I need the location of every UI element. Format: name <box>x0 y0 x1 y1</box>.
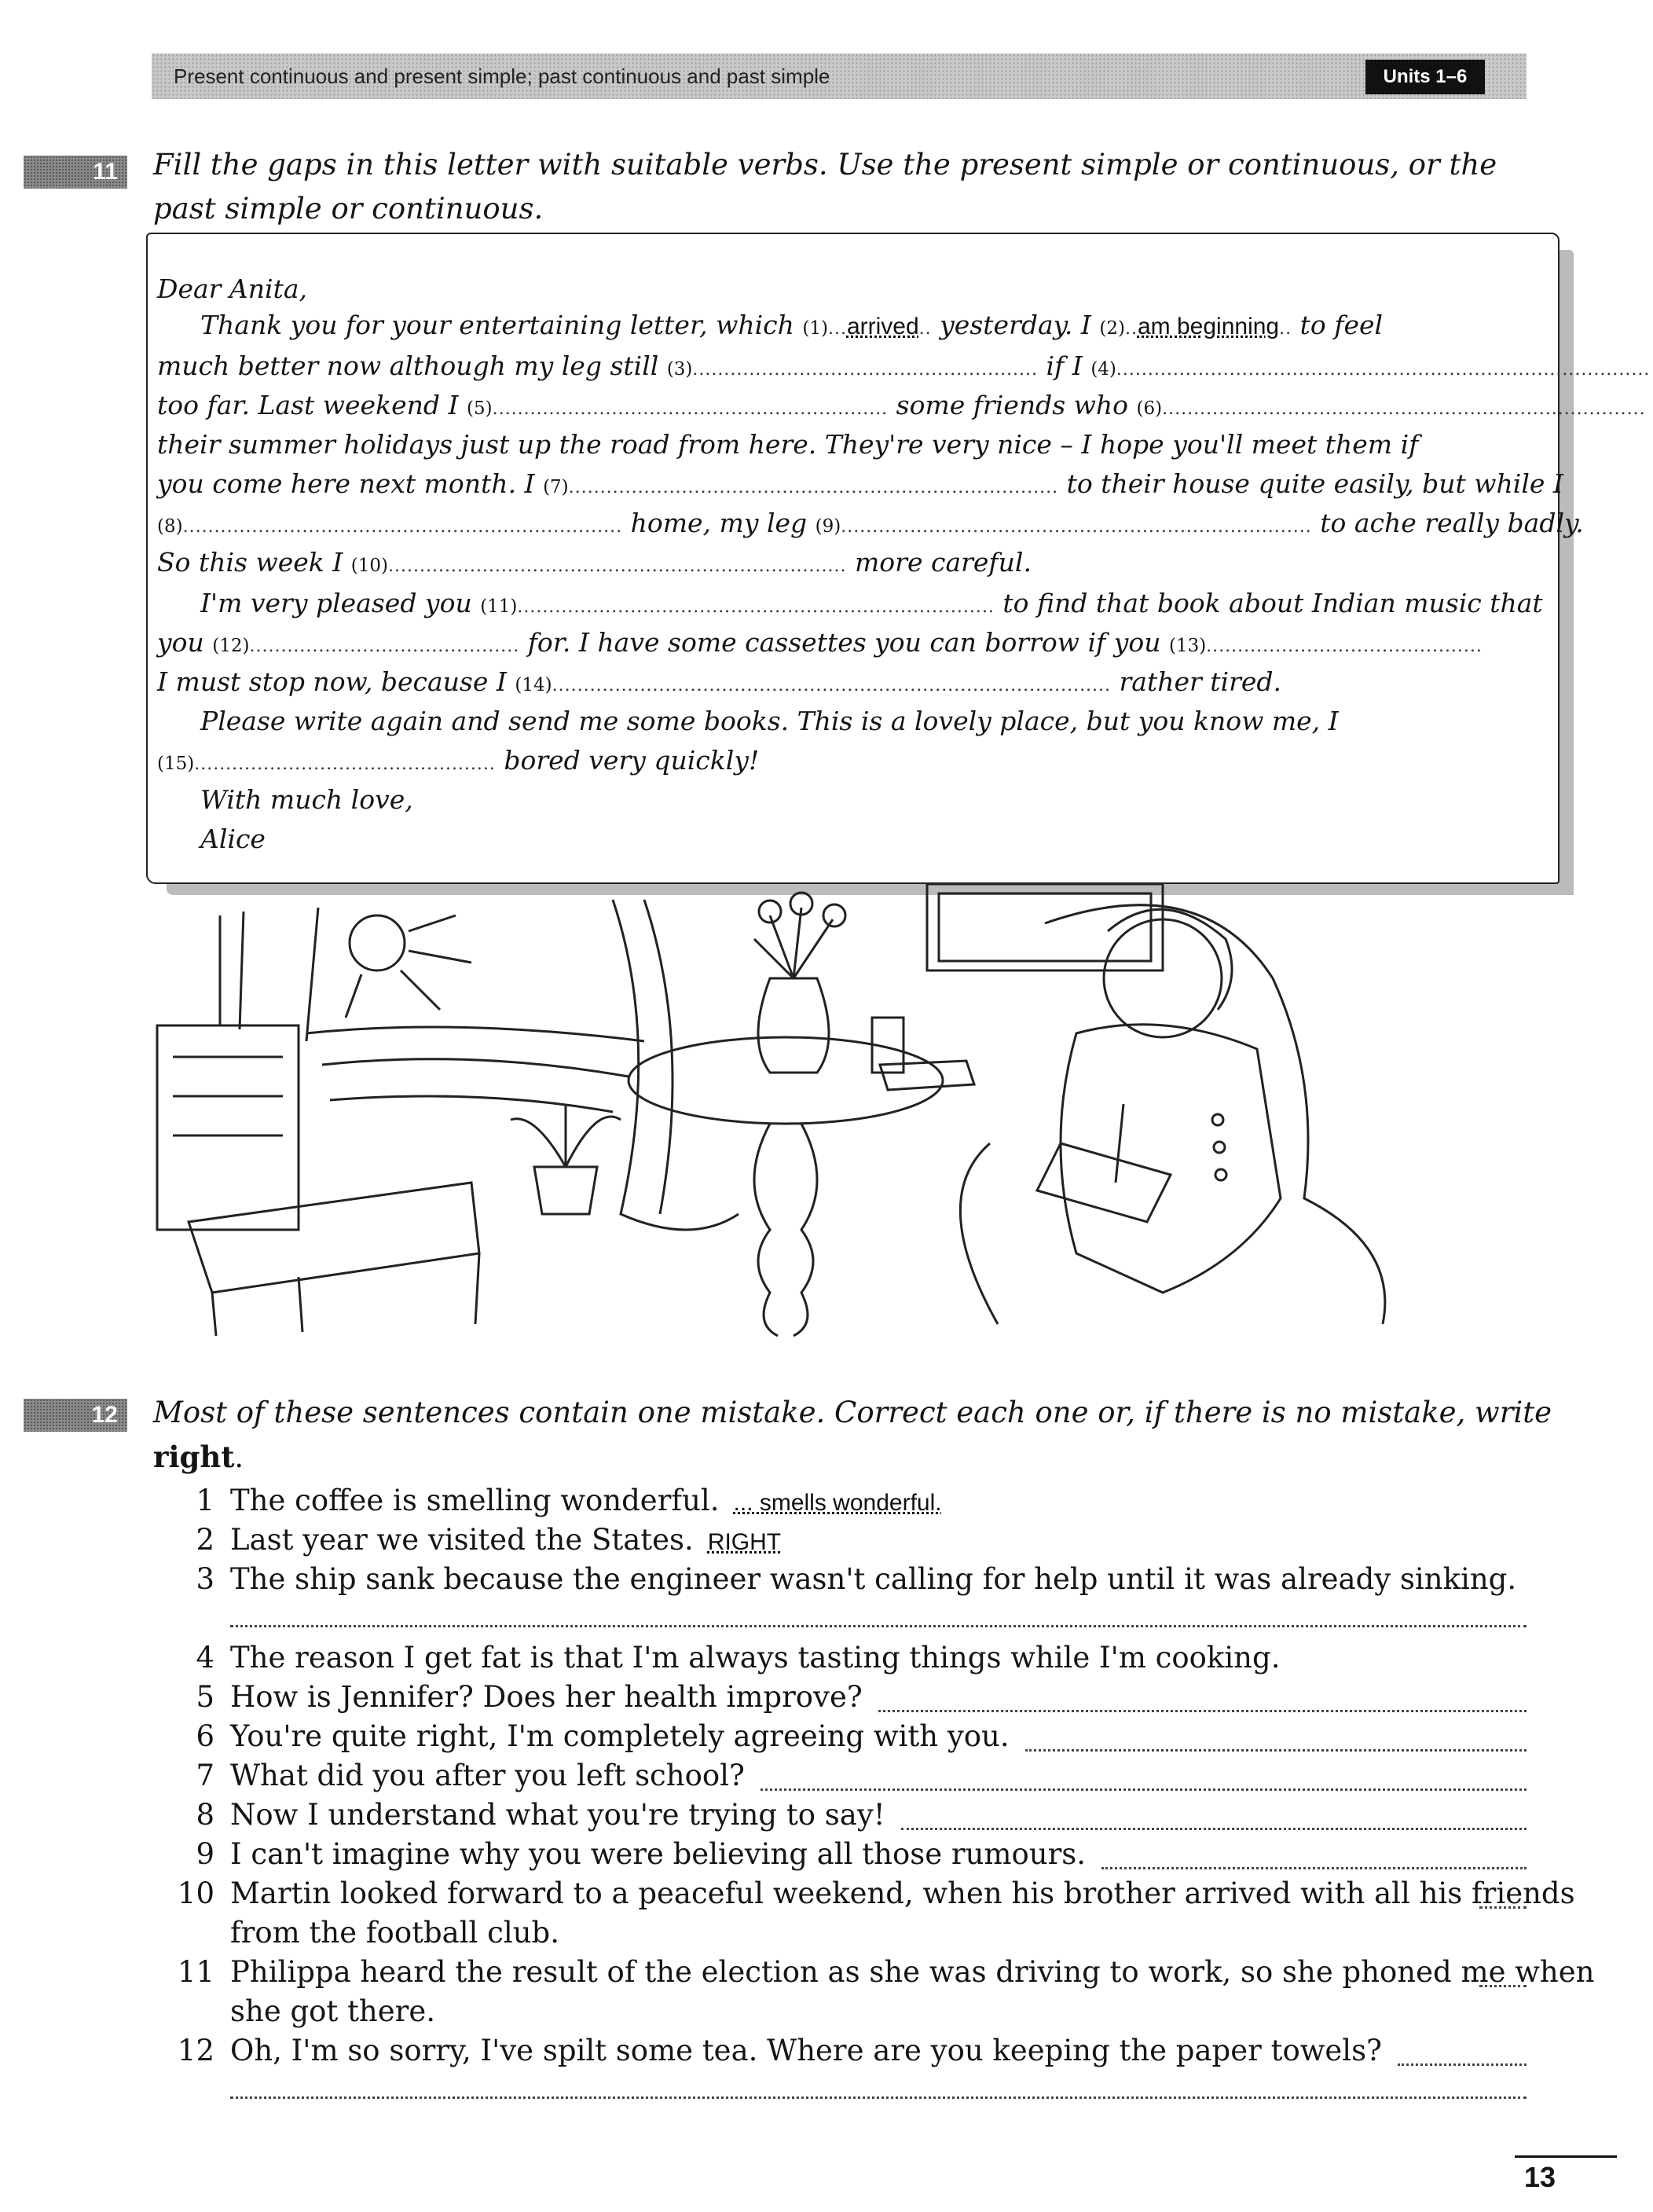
sentence-item <box>153 1641 1280 1675</box>
sentence-text: Last year we visited the States. <box>230 1523 694 1557</box>
section-header-bar <box>152 53 1527 99</box>
sun-ray <box>401 970 440 1010</box>
sentence-answer[interactable]: ... smells wonderful. <box>733 1490 942 1516</box>
tulips <box>754 908 833 978</box>
gap-7-blank[interactable]: .............................................................................. <box>568 478 1059 497</box>
gap-8-blank[interactable]: ...................................................................... <box>182 517 623 537</box>
picture-frame <box>927 884 1163 970</box>
tulip-flower <box>759 901 781 923</box>
sentence-text: Now I understand what you're trying to say! <box>230 1798 885 1832</box>
sentence-text: I can't imagine why you were believing all those rumours. <box>230 1837 1087 1871</box>
window-frame-line <box>240 912 244 1029</box>
letter-line-10: I must stop now, because I (14)......................................................................................... rather tired. <box>157 666 1282 697</box>
sentence-number: 6 <box>196 1719 214 1753</box>
letter-line-4: their summer holidays just up the road from here. They're very nice – I hope you'll meet them if <box>157 429 1419 460</box>
letter-line-9: you (12)........................................... for. I have some cassettes you can borrow if you (13)............................................ <box>157 627 1483 658</box>
sentence-item <box>153 1484 942 1517</box>
letter-line-7: So this week I (10)......................................................................... more careful. <box>157 547 1032 578</box>
exercise-12-instruction: Most of these sentences contain one mistake. Correct each one or, if there is no mistake, write right. <box>153 1396 1552 1474</box>
notepad <box>1037 1143 1171 1222</box>
gap-6-blank[interactable]: ............................................................................. <box>1162 399 1646 419</box>
footer-rule <box>1515 2155 1617 2158</box>
letter-line-11: Please write again and send me some books. This is a lovely place, but you know me, I <box>200 706 1339 736</box>
answer-line[interactable] <box>1101 1867 1527 1869</box>
table-pedestal <box>794 1124 817 1336</box>
potted-plant <box>511 1104 621 1167</box>
flower-pot <box>534 1167 597 1214</box>
sun-ray <box>346 974 361 1018</box>
answer-line[interactable] <box>901 1828 1527 1830</box>
sentence-number: 3 <box>196 1562 214 1596</box>
chair-seat <box>189 1183 479 1293</box>
chair-leg <box>299 1277 302 1332</box>
tulip-flower <box>823 904 845 926</box>
gap-13-blank[interactable]: ............................................ <box>1206 636 1483 656</box>
gap-14-blank[interactable]: ......................................................................................... <box>552 676 1112 695</box>
letter-line-5: you come here next month. I (7).............................................................................. to their house quite easily, but while I <box>157 468 1563 499</box>
dress-button <box>1212 1114 1223 1125</box>
sentence-number: 8 <box>196 1798 214 1832</box>
curtain-fold <box>644 900 673 1214</box>
sun-ray <box>409 915 456 931</box>
sentence-text: Philippa heard the result of the election as she was driving to work, so she phoned me when <box>230 1955 1595 1989</box>
chair-leg <box>212 1293 216 1336</box>
letter-line-2: much better now although my leg still (3)....................................................... if I (4)..................................................................................... <box>157 350 1651 381</box>
sentence-item <box>153 2034 1382 2067</box>
sentence-text: Martin looked forward to a peaceful weekend, when his brother arrived with all his friends <box>230 1876 1575 1910</box>
letter-line-3: too far. Last weekend I (5)............................................................... some friends who (6)............................................................................. <box>157 390 1646 420</box>
sentence-number: 5 <box>196 1680 214 1714</box>
gap-4-blank[interactable]: ..................................................................................... <box>1116 360 1651 380</box>
gap-1-answer[interactable]: arrived <box>846 314 919 339</box>
letter-box <box>146 233 1651 884</box>
answer-line[interactable] <box>1398 2063 1527 2066</box>
answer-line[interactable] <box>761 1788 1527 1791</box>
sea-wave <box>330 1096 613 1112</box>
units-badge: Units 1–6 <box>1365 60 1485 94</box>
answer-line[interactable] <box>878 1710 1527 1712</box>
sentence-text: The reason I get fat is that I'm always tasting things while I'm cooking. <box>230 1641 1281 1675</box>
sentence-text: Oh, I'm so sorry, I've spilt some tea. Where are you keeping the paper towels? <box>230 2034 1382 2067</box>
sun-icon <box>350 915 405 970</box>
sentence-item <box>153 1798 885 1832</box>
sentence-text: How is Jennifer? Does her health improve? <box>230 1680 863 1714</box>
letter-closing: With much love, <box>200 784 413 815</box>
sentence-text: What did you after you left school? <box>230 1759 745 1792</box>
gap-5-blank[interactable]: ............................................................... <box>492 399 889 419</box>
sentence-number: 9 <box>196 1837 214 1871</box>
letter-line-12: (15)................................................ bored very quickly! <box>157 745 760 776</box>
table-pedestal <box>754 1124 778 1336</box>
exercise-11-number: 11 <box>24 156 127 189</box>
woman-writing-letter-illustration <box>141 884 1430 1340</box>
sea-wave <box>322 1059 629 1077</box>
picture-inner <box>939 893 1151 961</box>
answer-line[interactable] <box>230 2096 1527 2099</box>
sentence-item <box>153 1837 1086 1871</box>
book-stack <box>880 1061 974 1090</box>
exercise-12-number: 12 <box>24 1399 127 1432</box>
sentence-continuation: she got there. <box>230 1994 436 2028</box>
sentence-number: 10 <box>177 1876 214 1910</box>
gap-11-blank[interactable]: ............................................................................ <box>517 597 995 617</box>
horizon-line <box>306 1027 644 1041</box>
sentence-item <box>153 1680 863 1714</box>
sentence-item <box>153 1719 1010 1753</box>
letter-line-1: Thank you for your entertaining letter, which (1)...arrived.. yesterday. I (2)..am beginning.. to feel <box>200 310 1384 340</box>
gap-3-blank[interactable]: ....................................................... <box>692 360 1039 380</box>
exercise-11-instruction: Fill the gaps in this letter with suitable verbs. Use the present simple or continuous, or the past simple or continuous. <box>153 148 1497 226</box>
chair-leg <box>475 1253 479 1324</box>
sentence-item <box>153 1759 745 1792</box>
letter-line-8: I'm very pleased you (11)............................................................................ to find that book about Indian music that <box>200 588 1543 618</box>
sentence-number: 11 <box>177 1955 214 1989</box>
round-table <box>629 1037 943 1124</box>
sentence-number: 12 <box>177 2034 214 2067</box>
sentence-text: The coffee is smelling wonderful. <box>230 1484 720 1517</box>
sentence-number: 2 <box>196 1523 214 1557</box>
sentence-item <box>153 1955 1594 1989</box>
answer-line[interactable] <box>230 1625 1527 1627</box>
answer-line[interactable] <box>1025 1749 1527 1752</box>
sentence-number: 4 <box>196 1641 214 1675</box>
section-header-title: Present continuous and present simple; past continuous and past simple <box>174 64 830 88</box>
curtain <box>613 900 739 1230</box>
gap-2-answer[interactable]: am beginning <box>1137 314 1280 339</box>
woman-hair <box>1108 909 1232 1010</box>
sentence-text: The ship sank because the engineer wasn't calling for help until it was already sinking. <box>230 1562 1517 1596</box>
sentence-item <box>153 1562 1516 1596</box>
sentence-continuation: from the football club. <box>230 1916 559 1950</box>
sentence-answer[interactable]: RIGHT <box>707 1529 782 1555</box>
sentence-item <box>153 1523 781 1557</box>
sun-ray <box>409 951 471 963</box>
gap-9-blank[interactable]: ........................................................................... <box>841 517 1312 537</box>
sentence-text: You're quite right, I'm completely agreeing with you. <box>230 1719 1010 1753</box>
letter-signature: Alice <box>200 824 266 854</box>
woman-body <box>1061 1025 1281 1293</box>
gap-15-blank[interactable]: ................................................ <box>194 754 496 774</box>
armchair-arm <box>960 1143 998 1324</box>
gap-12-blank[interactable]: ........................................... <box>249 636 520 656</box>
sentence-number: 1 <box>196 1484 214 1517</box>
page-number: 13 <box>1524 2161 1556 2193</box>
dress-button <box>1215 1169 1226 1180</box>
letter-line-6: (8)...................................................................... home, my leg (9)........................................................................... to ache really badly. <box>157 508 1584 538</box>
pen <box>1116 1104 1123 1183</box>
sentence-number: 7 <box>196 1759 214 1792</box>
vase <box>758 978 829 1073</box>
letter-greeting: Dear Anita, <box>157 273 307 304</box>
gap-10-blank[interactable]: ......................................................................... <box>388 556 847 576</box>
dress-button <box>1214 1142 1225 1153</box>
window-frame-line <box>306 908 318 1041</box>
sentence-item <box>153 1876 1575 1910</box>
